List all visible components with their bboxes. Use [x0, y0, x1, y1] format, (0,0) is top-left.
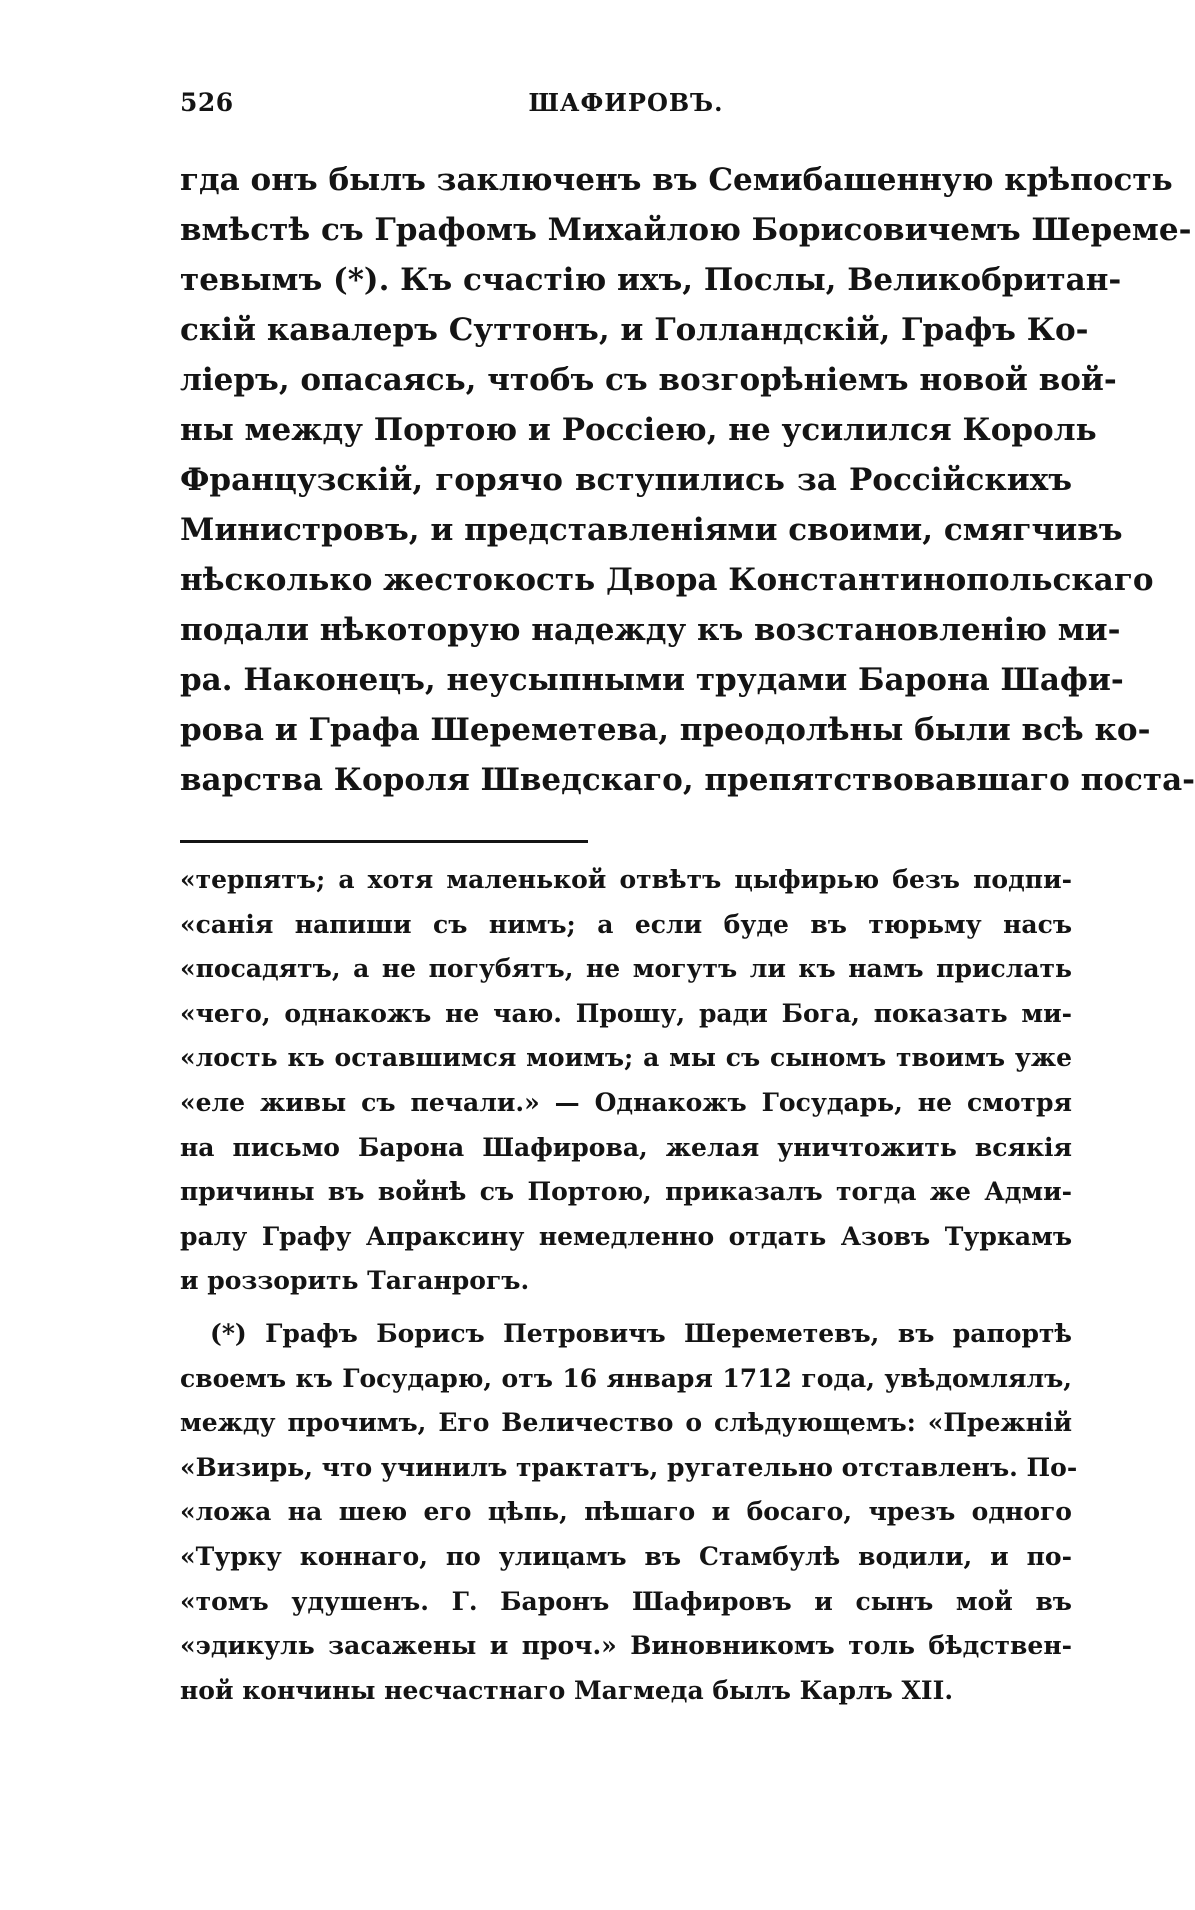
text-line: гда онъ былъ заключенъ въ Семибашенную крѣпость [180, 162, 1173, 198]
footnote-line: «Турку коннаго, по улицамъ въ Стамбулѣ водили, и по- [180, 1541, 1072, 1571]
footnote-gap [180, 1304, 1072, 1312]
text-line: ны между Портою и Россіею, не усилился Король [180, 412, 1097, 448]
footnote-continued [180, 858, 1072, 1304]
footnote-line: ралу Графу Апраксину немедленно отдать Азовъ Туркамъ [180, 1221, 1072, 1251]
text-line: Французскій, горячо вступились за Россійскихъ [180, 462, 1072, 498]
footnote-line: «терпятъ; а хотя маленькой отвѣтъ цыфирью безъ подпи- [180, 865, 1072, 894]
footnote-line: причины въ войнѣ съ Портою, приказалъ тогда же Адми- [180, 1177, 1072, 1207]
footnote-line: своемъ къ Государю, отъ 16 января 1712 года, увѣдомлялъ, [180, 1363, 1072, 1393]
footnote-star [180, 1312, 1078, 1713]
footnote-line: (*) Графъ Борисъ Петровичъ Шереметевъ, въ рапортѣ [210, 1318, 1072, 1348]
text-line: варства Короля Шведскаго, препятствовавшаго поста- [180, 762, 1195, 798]
footnote-line: «санія напиши съ нимъ; а если буде въ тюрьму насъ [180, 909, 1072, 939]
footnote-line: и роззорить Таганрогъ. [180, 1266, 530, 1296]
footnote-line: «Визирь, что учинилъ трактатъ, ругательно отставленъ. По- [180, 1452, 1078, 1482]
footnote-line: «чего, однакожъ не чаю. Прошу, ради Бога, показать ми- [180, 998, 1072, 1028]
footnote-line: на письмо Барона Шафирова, желая уничтожить всякія [180, 1132, 1072, 1162]
text-line: ліеръ, опасаясь, чтобъ съ возгорѣніемъ новой вой- [180, 362, 1117, 398]
footnote-line: «ложа на шею его цѣпь, пѣшаго и босаго, чрезъ одного [180, 1497, 1072, 1527]
page-number: 526 [180, 88, 234, 117]
footnote-line: «эдикуль засажены и проч.» Виновникомъ толь бѣдствен- [180, 1631, 1072, 1661]
footnotes [180, 858, 1078, 1713]
text-line: Министровъ, и представленіями своими, смягчивъ [180, 512, 1123, 548]
footnote-line: «лость къ оставшимся моимъ; а мы съ сыномъ твоимъ уже [180, 1043, 1072, 1073]
footnote-line: ной кончины несчастнаго Магмеда былъ Карлъ XII. [180, 1675, 954, 1705]
text-line: рова и Графа Шереметева, преодолѣны были всѣ ко- [180, 712, 1151, 748]
text-line: подали нѣкоторую надежду къ возстановленію ми- [180, 612, 1121, 648]
footnote-line: «томъ удушенъ. Г. Баронъ Шафировъ и сынъ мой въ [180, 1586, 1072, 1616]
footnote-line: «посадятъ, а не погубятъ, не могутъ ли къ намъ прислать [180, 954, 1072, 984]
text-line: скій кавалеръ Суттонъ, и Голландскій, Графъ Ко- [180, 312, 1089, 348]
running-head [180, 88, 1072, 128]
main-text [180, 155, 1195, 805]
footnote-line: между прочимъ, Его Величество о слѣдующемъ: «Прежній [180, 1408, 1072, 1438]
text-line: ра. Наконецъ, неусыпными трудами Барона Шафи- [180, 662, 1124, 698]
text-line: тевымъ (*). Къ счастію ихъ, Послы, Великобритан- [180, 262, 1122, 298]
footnote-separator-rule [180, 840, 588, 843]
text-line: вмѣстѣ съ Графомъ Михайлою Борисовичемъ Шереме- [180, 212, 1192, 248]
running-title: ШАФИРОВЪ. [528, 88, 724, 117]
text-line: нѣсколько жестокость Двора Константинопольскаго [180, 562, 1154, 598]
footnote-line: «еле живы съ печали.» — Однакожъ Государь, не смотря [180, 1087, 1072, 1117]
